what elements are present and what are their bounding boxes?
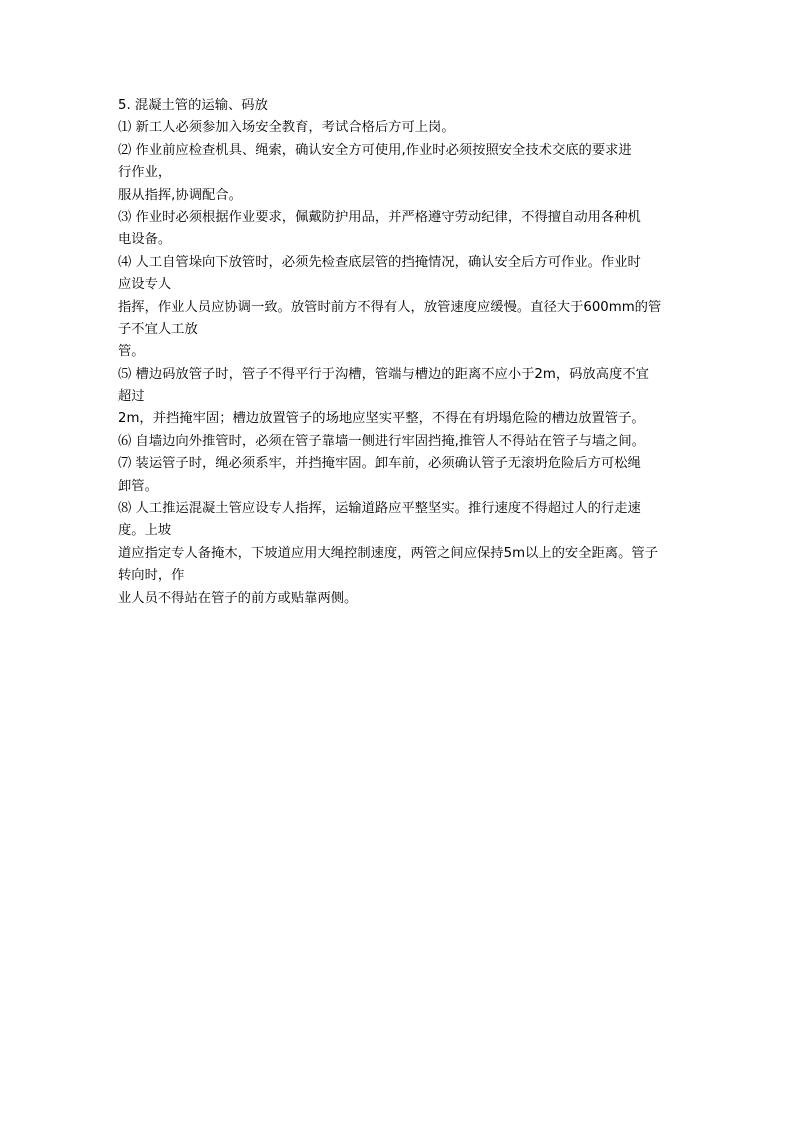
text-line: ⑴ 新工人必须参加入场安全教育，考试合格后方可上岗。 <box>118 120 455 136</box>
text-line: 2m，并挡掩牢固；槽边放置管子的场地应坚实平整，不得在有坍塌危险的槽边放置管子。 <box>118 411 645 427</box>
text-line: 卸管。 <box>118 478 158 494</box>
text-line: ⑺ 装运管子时，绳必须系牢，并挡掩牢固。卸车前，必须确认管子无滚坍危险后方可松绳 <box>118 456 641 472</box>
text-line: ⑵ 作业前应检查机具、绳索，确认安全方可使用,作业时必须按照安全技术交底的要求进 <box>118 142 632 158</box>
document-body <box>118 95 688 610</box>
text-line: ⑸ 槽边码放管子时，管子不得平行于沟槽，管端与槽边的距离不应小于2m，码放高度不宜 <box>118 366 649 382</box>
text-line: 行作业， <box>118 165 172 181</box>
text-line: 道应指定专人备掩木，下坡道应用大绳控制速度，两管之间应保持5m以上的安全距离。管子 <box>118 545 658 561</box>
text-line: ⑶ 作业时必须根据作业要求，佩戴防护用品，并严格遵守劳动纪律，不得擅自动用各种机 <box>118 209 641 225</box>
text-line: 度。上坡 <box>118 523 172 539</box>
text-line: 业人员不得站在管子的前方或贴靠两侧。 <box>118 590 358 606</box>
text-line: ⑹ 自墙边向外推管时，必须在管子靠墙一侧进行牢固挡掩,推管人不得站在管子与墙之间。 <box>118 433 646 449</box>
text-line: 指挥，作业人员应协调一致。放管时前方不得有人，放管速度应缓慢。直径大于600mm的管 <box>118 299 662 315</box>
text-line: 服从指挥,协调配合。 <box>118 187 242 203</box>
text-line: 子不宜人工放 <box>118 321 198 337</box>
text-line: 转向时，作 <box>118 568 185 584</box>
text-line: 超过 <box>118 389 145 405</box>
text-line: 应设专人 <box>118 277 172 293</box>
text-line: 电设备。 <box>118 232 172 248</box>
text-line: 管。 <box>118 344 145 360</box>
text-line: ⑷ 人工自管垛向下放管时，必须先检查底层管的挡掩情况，确认安全后方可作业。作业时 <box>118 254 641 270</box>
section-heading: 5. 混凝土管的运输、码放 <box>118 98 268 113</box>
text-line: ⑻ 人工推运混凝土管应设专人指挥，运输道路应平整坚实。推行速度不得超过人的行走速 <box>118 501 641 517</box>
